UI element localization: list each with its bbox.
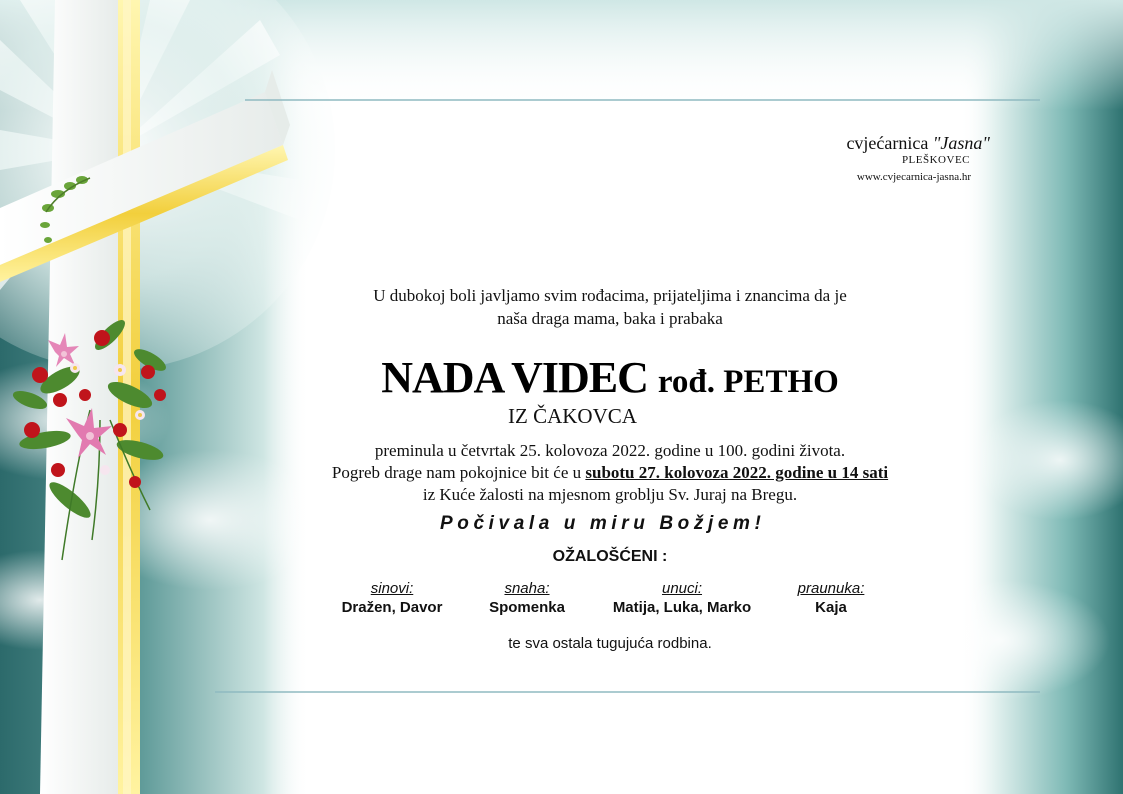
intro-line-1: U dubokoj boli javljamo svim rođacima, prijateljima i znancima da je	[373, 286, 847, 305]
florist-name	[800, 133, 990, 154]
rest-in-peace: Počivala u miru Božjem!	[440, 513, 766, 534]
family-relation: sinovi:	[370, 580, 414, 597]
born-name: rođ. PETHO	[657, 364, 839, 400]
florist-town: PLEŠKOVEC	[901, 154, 970, 166]
family-group-grandsons	[602, 580, 762, 616]
death-line: preminula u četvrtak 25. kolovoza 2022. godine u 100. godini života.	[374, 441, 846, 460]
closing-line: te sva ostala tugujuća rodbina.	[508, 635, 712, 652]
family-names: Spomenka	[489, 599, 565, 616]
funeral-line	[210, 463, 1010, 483]
mourners-heading: OŽALOŠĆENI :	[552, 548, 668, 565]
florist-name-prefix: cvjećarnica	[846, 133, 933, 153]
family-names: Kaja	[815, 599, 847, 616]
deceased-name: NADA VIDEC	[381, 353, 648, 402]
florist-name-italic: "Jasna"	[932, 133, 990, 153]
family-relation: unuci:	[661, 580, 703, 597]
intro-line-2: naša draga mama, baka i prabaka	[497, 309, 723, 328]
funeral-prefix: Pogreb drage nam pokojnice bit će u	[331, 463, 586, 482]
hometown: IZ ČAKOVCA	[508, 404, 637, 428]
family-group-daughter-in-law	[447, 580, 607, 616]
florist-website: www.cvjecarnica-jasna.hr	[856, 171, 971, 183]
family-names: Dražen, Davor	[341, 599, 443, 616]
family-relation: praunuka:	[797, 580, 865, 597]
funeral-date: subotu 27. kolovoza 2022. godine u 14 sati	[585, 463, 889, 482]
deceased-name-line	[210, 352, 1010, 403]
place-line: iz Kuće žalosti na mjesnom groblju Sv. Juraj na Bregu.	[422, 485, 798, 504]
family-names: Matija, Luka, Marko	[612, 599, 752, 616]
family-group-great-granddaughter	[751, 580, 911, 616]
family-relation: snaha:	[504, 580, 550, 597]
